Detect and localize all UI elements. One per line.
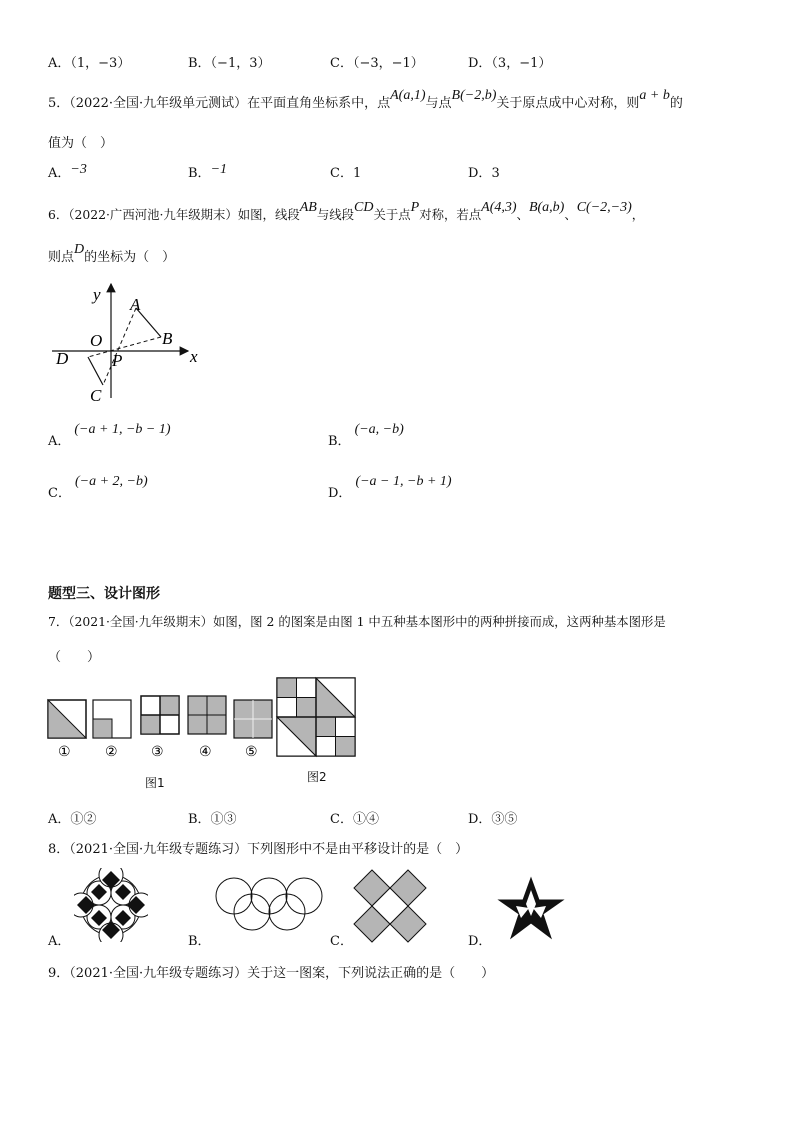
q4-option-d: D．（3，−1） [468,56,552,71]
q6-option-a: A．(−a + 1, −b − 1) [48,422,171,449]
q7-stem-line2: （ ） [48,650,101,665]
q8-option-a: A． [48,934,71,949]
label-o: O [90,331,103,350]
q7-shape-3 [141,696,179,734]
q6-seg-cd: CD [354,200,374,215]
q7-shape-label-5: ⑤ [245,745,258,760]
q5-option-b: B．−1 [188,162,228,181]
label-c: C [90,386,102,405]
q5-stem [48,88,683,112]
q7-shape-label-1: ① [58,745,71,760]
q7-shape-1 [48,700,86,738]
q8-figure-d [496,876,566,940]
section-title: 题型三、设计图形 [48,586,160,602]
label-b: B [162,329,173,348]
q6-point-d: D [74,242,85,257]
q7-shape-label-4: ④ [199,745,212,760]
q5-prefix: 5．（2022·全国·九年级单元测试）在平面直角坐标系中，点 [48,96,391,111]
q5-option-a: A．−3 [48,162,87,181]
label-x: x [190,347,198,366]
label-p: P [112,351,123,370]
q7-figure-1-caption: 图1 [145,776,165,790]
q6-seg-ab: AB [299,200,317,215]
q8-figure-b [212,876,326,932]
q7-figure-1 [44,692,276,766]
q7-shape-5 [234,700,272,738]
q4-option-c: C．（−3，−1） [330,56,424,71]
label-a: A [130,295,141,314]
q5-option-c: C．1 [330,166,362,181]
q7-shape-2 [93,700,131,738]
q7-option-d: D．③⑤ [468,812,518,827]
q5-expression: a + b [639,88,670,103]
q7-figure-2 [275,676,357,758]
q5-option-d: D．3 [468,166,500,181]
q6-stem: 6．（2022·广西河池·九年级期末）如图，线段AB与线段CD关于点P对称，若点A(4,3)、B(a,b)、C(−2,−3)， [48,200,645,222]
q7-shape-4 [188,696,226,734]
label-d: D [56,349,69,368]
q6-point-a: A(4,3) [481,200,517,215]
q7-stem: 7．（2021·全国·九年级期末）如图，图 2 的图案是由图 1 中五种基本图形中的两种拼接而成，这两种基本图形是 [48,614,666,629]
q8-option-b: B． [188,934,211,949]
q5-stem-line2: 值为（ ） [48,136,114,151]
q6-option-d: D．(−a − 1, −b + 1) [328,474,452,501]
q5-end: 的 [669,96,683,111]
q8-figure-c [352,868,428,944]
q6-point-c: C(−2,−3) [576,200,632,215]
q6-stem-line2: 则点D的坐标为（ ） [48,242,176,265]
q8-option-d: D． [468,934,492,949]
q6-option-b: B．(−a, −b) [328,422,404,449]
q8-figure-a [74,868,148,942]
dashed-ac [103,308,136,385]
q7-option-b: B．①③ [188,812,237,827]
q5-point-b: B(−2,b) [451,88,497,103]
label-y: y [93,285,101,304]
q6-point-p: P [410,200,420,215]
q5-suffix: 关于原点成中心对称，则 [496,96,640,111]
q8-stem: 8．（2021·全国·九年级专题练习）下列图形中不是由平移设计的是（ ） [48,842,469,857]
q8-option-c: C． [330,934,353,949]
q4-option-b: B．（−1，3） [188,56,271,71]
q4-option-a: A．（1，−3） [48,56,131,71]
q7-shape-label-3: ③ [151,745,164,760]
segment-cd [88,357,103,385]
q6-point-b: B(a,b) [528,200,565,215]
q7-option-c: C．①④ [330,812,379,827]
q7-option-a: A．①② [48,812,97,827]
q5-point-a: A(a,1) [390,88,426,103]
q6-option-c: C．(−a + 2, −b) [48,474,148,501]
q5-mid: 与点 [425,96,452,111]
q7-figure-2-caption: 图2 [307,770,327,784]
q9-stem: 9．（2021·全国·九年级专题练习）关于这一图案，下列说法正确的是（ ） [48,966,495,981]
q7-shape-label-2: ② [105,745,118,760]
q6-coordinate-figure [48,280,218,405]
